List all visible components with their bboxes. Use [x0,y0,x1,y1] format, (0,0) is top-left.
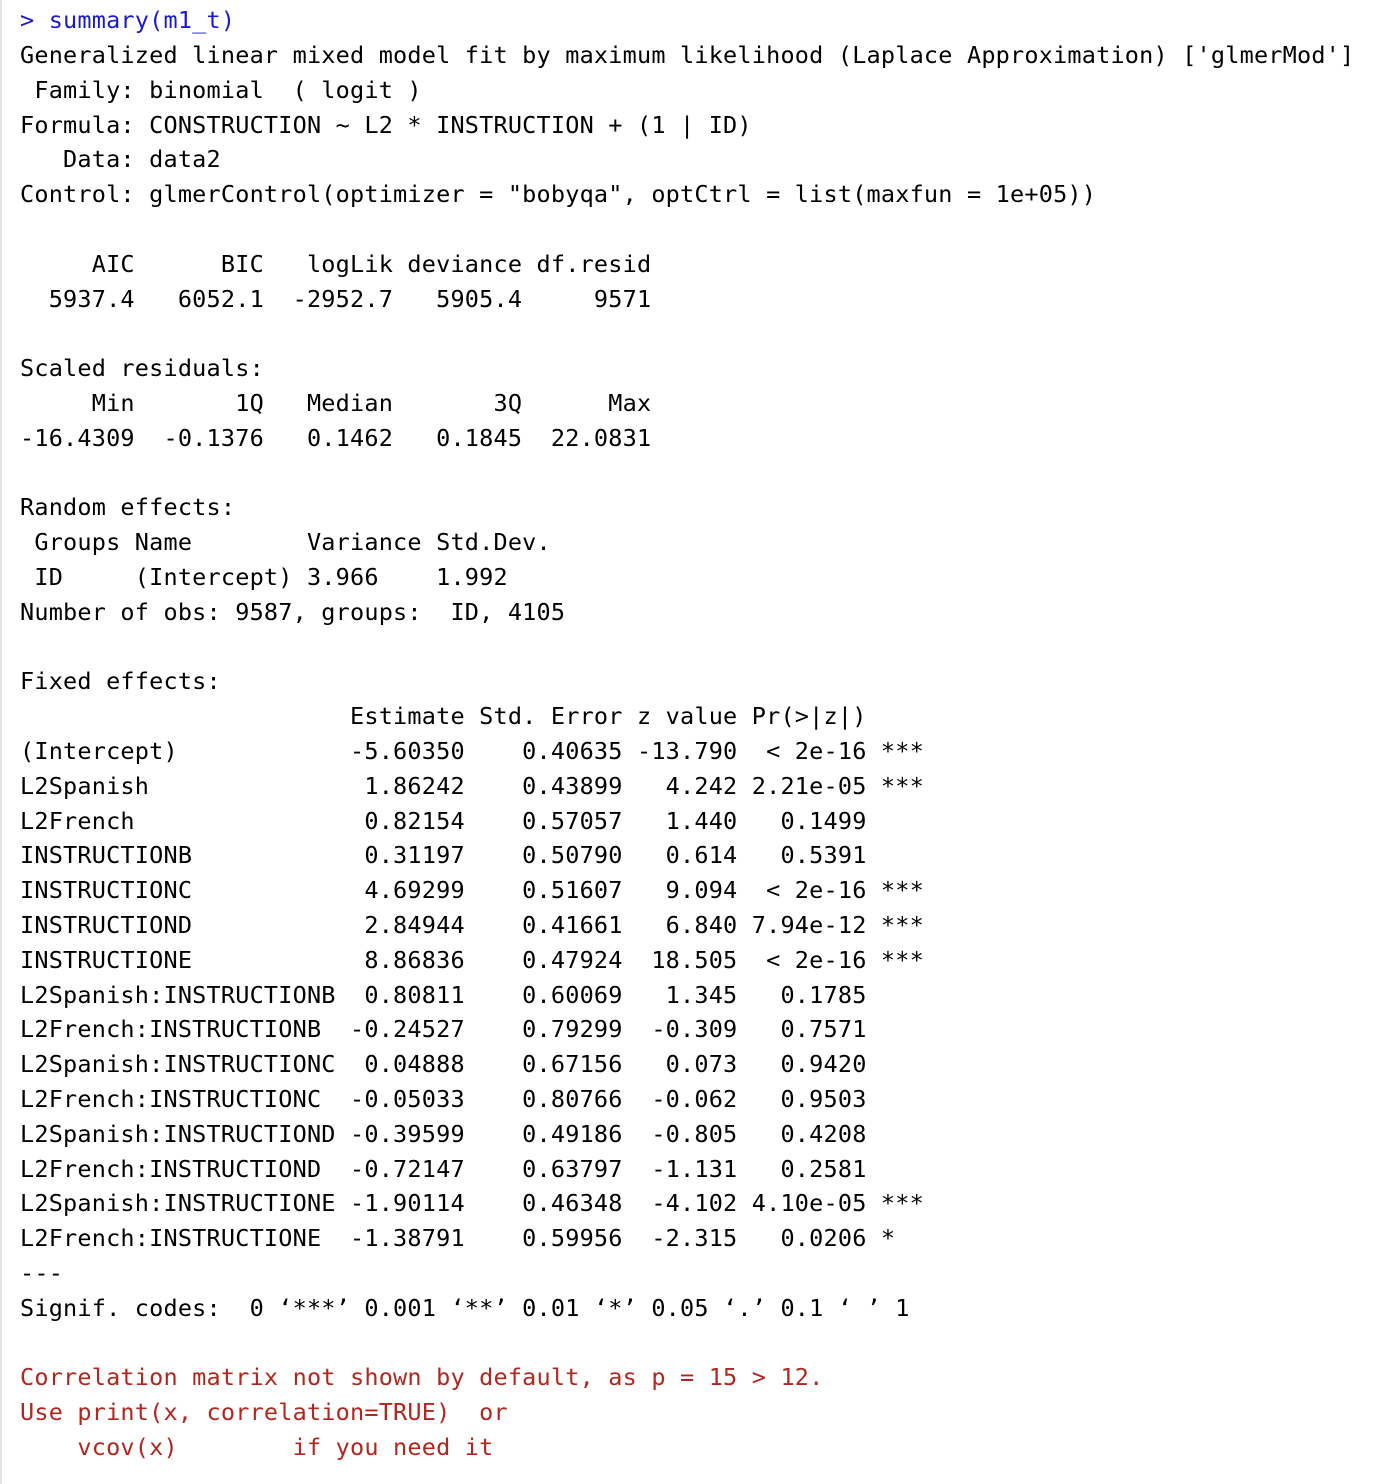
warning-line-1: Correlation matrix not shown by default, as p = 15 > 12. [20,1363,824,1391]
fixed-effects-row: L2Spanish:INSTRUCTIOND -0.39599 0.49186 -0.805 0.4208 [20,1120,924,1148]
separator-line: --- [20,1259,64,1287]
fixed-effects-row: L2French:INSTRUCTIONC -0.05033 0.80766 -0.062 0.9503 [20,1085,924,1113]
random-effects-title: Random effects: [20,493,236,521]
scaled-residuals-header: Min 1Q Median 3Q Max [20,389,652,417]
scaled-residuals-title: Scaled residuals: [20,354,264,382]
fixed-effects-row: L2French 0.82154 0.57057 1.440 0.1499 [20,807,924,835]
fixed-effects-row: L2Spanish 1.86242 0.43899 4.242 2.21e-05 *** [20,772,924,800]
number-of-obs-line: Number of obs: 9587, groups: ID, 4105 [20,598,566,626]
data-line: Data: data2 [20,145,221,173]
fixed-effects-row: L2French:INSTRUCTIOND -0.72147 0.63797 -1.131 0.2581 [20,1155,924,1183]
fixed-effects-row: L2Spanish:INSTRUCTIONB 0.80811 0.60069 1.345 0.1785 [20,981,924,1009]
warning-line-2: Use print(x, correlation=TRUE) or [20,1398,508,1426]
fixed-effects-title: Fixed effects: [20,667,221,695]
fit-stats-values: 5937.4 6052.1 -2952.7 5905.4 9571 [20,285,652,313]
fixed-effects-row: L2French:INSTRUCTIONB -0.24527 0.79299 -0.309 0.7571 [20,1015,924,1043]
command-line[interactable]: > summary(m1_t) [20,6,236,34]
fixed-effects-row: INSTRUCTIONB 0.31197 0.50790 0.614 0.5391 [20,841,924,869]
fixed-effects-row: L2French:INSTRUCTIONE -1.38791 0.59956 -2.315 0.0206 * [20,1224,924,1252]
scaled-residuals-values: -16.4309 -0.1376 0.1462 0.1845 22.0831 [20,424,652,452]
fixed-effects-row: (Intercept) -5.60350 0.40635 -13.790 < 2e-16 *** [20,737,924,765]
fixed-effects-row: L2Spanish:INSTRUCTIONE -1.90114 0.46348 -4.102 4.10e-05 *** [20,1189,924,1217]
control-line: Control: glmerControl(optimizer = "bobyqa", optCtrl = list(maxfun = 1e+05)) [20,180,1097,208]
signif-codes-line: Signif. codes: 0 ‘***’ 0.001 ‘**’ 0.01 ‘*’ 0.05 ‘.’ 0.1 ‘ ’ 1 [20,1294,910,1322]
fixed-effects-row: L2Spanish:INSTRUCTIONC 0.04888 0.67156 0.073 0.9420 [20,1050,924,1078]
fit-stats-header: AIC BIC logLik deviance df.resid [20,250,652,278]
warning-line-3: vcov(x) if you need it [20,1433,494,1461]
fixed-effects-header: Estimate Std. Error z value Pr(>|z|) [20,702,924,730]
fixed-effects-row: INSTRUCTIOND 2.84944 0.41661 6.840 7.94e-12 *** [20,911,924,939]
formula-line: Formula: CONSTRUCTION ~ L2 * INSTRUCTION + (1 | ID) [20,111,752,139]
random-effects-row: ID (Intercept) 3.966 1.992 [20,563,551,591]
family-line: Family: binomial ( logit ) [20,76,422,104]
fixed-effects-row: INSTRUCTIONE 8.86836 0.47924 18.505 < 2e-16 *** [20,946,924,974]
model-description-line: Generalized linear mixed model fit by maximum likelihood (Laplace Approximation) ['glmerMod'] [20,41,1355,69]
random-effects-header: Groups Name Variance Std.Dev. [20,528,551,556]
fixed-effects-row: INSTRUCTIONC 4.69299 0.51607 9.094 < 2e-16 *** [20,876,924,904]
